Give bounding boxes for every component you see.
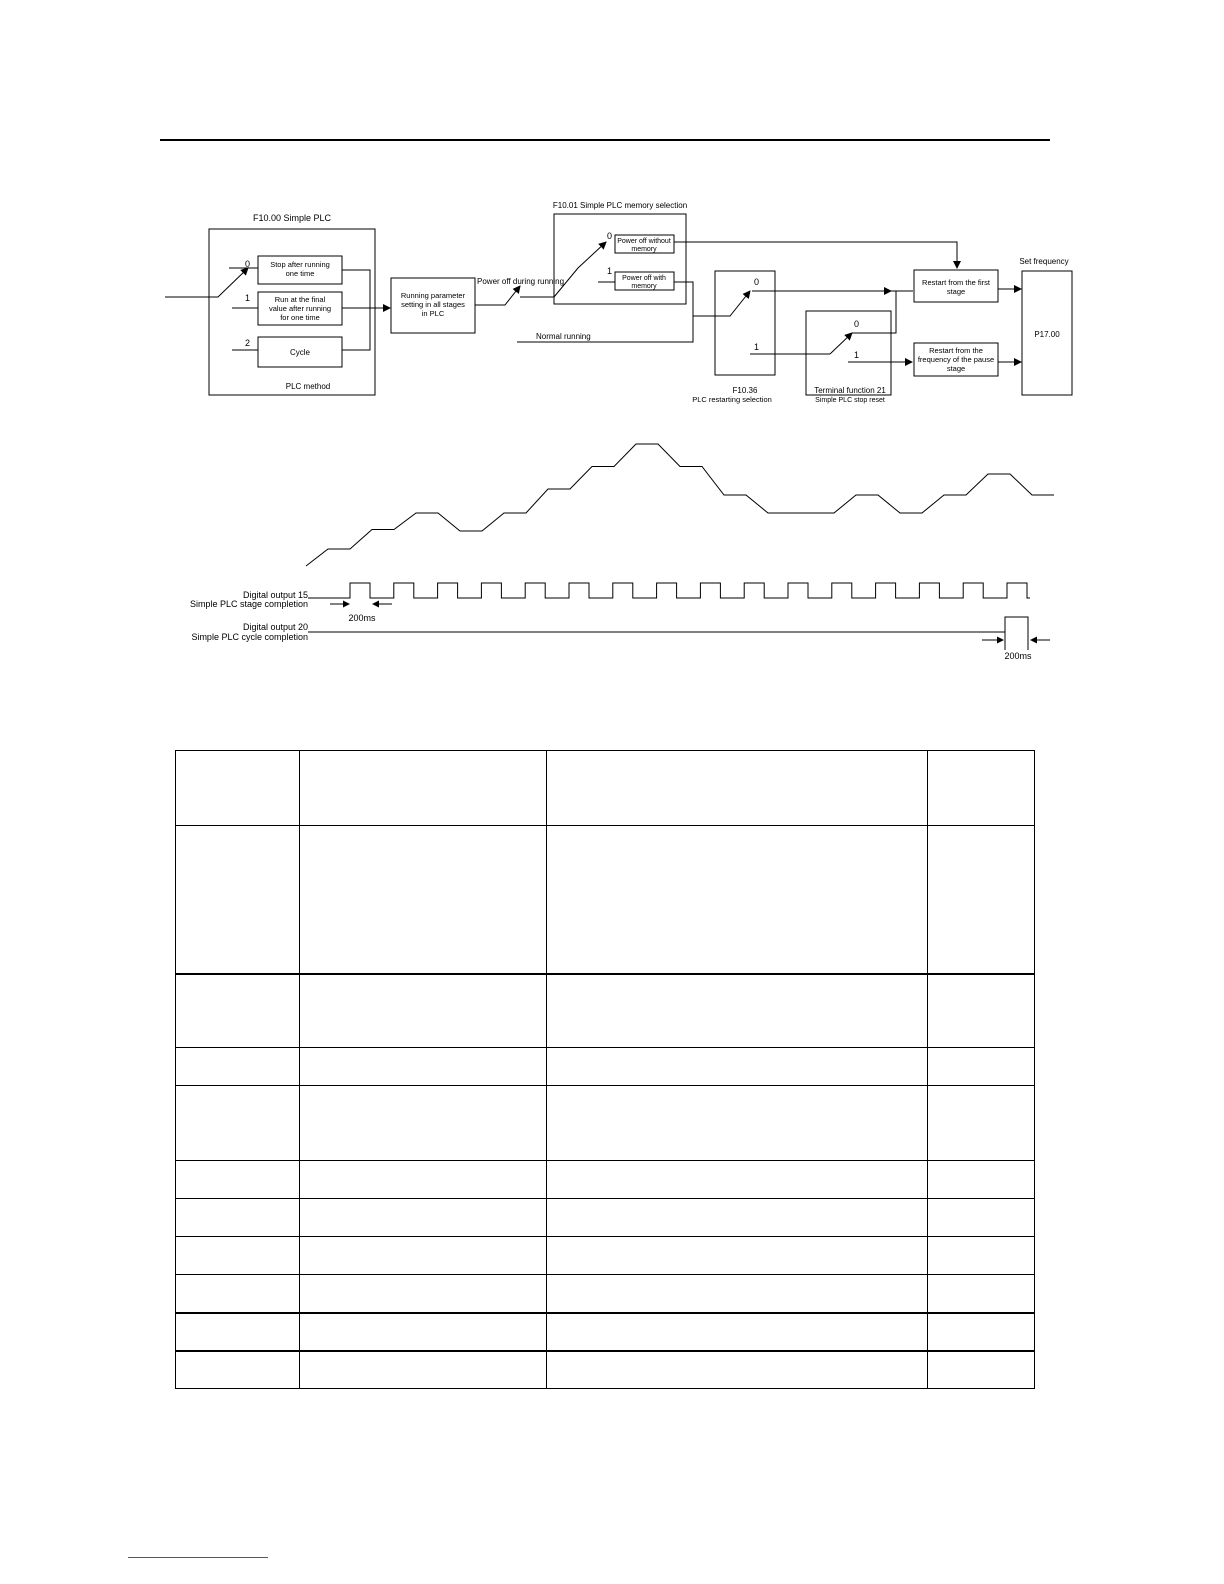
running-param-line3: in PLC: [421, 309, 445, 318]
plc-timing-diagram: [0, 440, 1224, 680]
header-cell: [300, 751, 547, 826]
table-cell: [176, 974, 300, 1048]
start-selector-index-0: 0: [754, 277, 760, 287]
table-cell: [928, 1161, 1035, 1199]
table-row: [176, 1086, 1035, 1161]
table-header-row: [176, 751, 1035, 826]
restart-first-line2: stage: [946, 287, 966, 296]
plc-box-title: F10.00 Simple PLC: [252, 213, 332, 223]
table-row: [176, 1048, 1035, 1086]
plc-option-1-index: 1: [245, 293, 251, 303]
restart-pause-line3: stage: [946, 364, 966, 373]
input-switch-line: [165, 268, 248, 297]
memory-option-0-line2: memory: [631, 246, 657, 253]
table-cell: [300, 1351, 547, 1389]
plc-option-1-line3: for one time: [280, 313, 320, 322]
table-cell: [176, 1313, 300, 1351]
output15-line2: Simple PLC stage completion: [189, 599, 308, 609]
table-cell: [928, 1048, 1035, 1086]
table-cell: [547, 1313, 928, 1351]
table-cell: [300, 1048, 547, 1086]
plc-method-label: PLC method: [285, 382, 331, 391]
digital-output-20-waveform: [308, 617, 1028, 632]
table-cell: [300, 974, 547, 1048]
start-selector-label: PLC restarting selection: [692, 395, 772, 404]
table-cell: [547, 1086, 928, 1161]
table-cell: [176, 1048, 300, 1086]
table-cell: [300, 1086, 547, 1161]
table-cell: [547, 1048, 928, 1086]
table-row: [176, 974, 1035, 1048]
table-cell: [176, 1199, 300, 1237]
table-row: [176, 1275, 1035, 1313]
footer-rule: [128, 1557, 268, 1558]
plc-block-diagram: [0, 0, 1224, 420]
table-cell: [300, 1275, 547, 1313]
table-row: [176, 1237, 1035, 1275]
table-cell: [547, 1237, 928, 1275]
table-cell: [176, 1237, 300, 1275]
table-cell: [176, 1275, 300, 1313]
table-cell: [547, 1161, 928, 1199]
normal-running-label: Normal running: [536, 332, 591, 341]
table-row: [176, 1199, 1035, 1237]
header-cell: [547, 751, 928, 826]
table-row: [176, 1351, 1035, 1389]
plc-option-1-line1: Run at the final: [274, 295, 326, 304]
table-cell: [928, 1199, 1035, 1237]
table-cell: [547, 974, 928, 1048]
table-row: [176, 1313, 1035, 1351]
terminal-index-0: 0: [854, 319, 860, 329]
output20-line2: Simple PLC cycle completion: [191, 632, 308, 642]
memory-option-0-line1: Power off without: [617, 238, 671, 245]
frequency-profile-line: [306, 444, 1054, 566]
set-frequency-code: P17.00: [1034, 330, 1060, 339]
table-cell: [928, 974, 1035, 1048]
terminal-subtitle: Simple PLC stop reset: [815, 397, 885, 404]
table-cell: [928, 826, 1035, 974]
table-cell: [300, 1199, 547, 1237]
output15-line1: Digital output 15: [242, 590, 308, 600]
memory-title: F10.01 Simple PLC memory selection: [552, 201, 688, 210]
table-cell: [300, 1161, 547, 1199]
terminal-function-box: [806, 311, 891, 395]
table-cell: [547, 1351, 928, 1389]
digital-output-15-waveform: [308, 583, 1030, 598]
table-cell: [300, 1237, 547, 1275]
table-cell: [300, 1313, 547, 1351]
start-selector-index-1: 1: [754, 342, 760, 352]
table-cell: [928, 1275, 1035, 1313]
running-param-line2: setting in all stages: [401, 300, 465, 309]
table-row: [176, 826, 1035, 974]
pulse-width-label-2: 200ms: [1004, 651, 1032, 661]
plc-option-0-line2: one time: [285, 269, 315, 278]
table-cell: [928, 1351, 1035, 1389]
table-cell: [928, 1237, 1035, 1275]
plc-option-2-line1: Cycle: [289, 348, 311, 357]
table-cell: [547, 1275, 928, 1313]
restart-first-line1: Restart from the first: [922, 278, 990, 287]
table-cell: [176, 1351, 300, 1389]
header-cell: [928, 751, 1035, 826]
table-cell: [176, 826, 300, 974]
running-param-line1: Running parameter: [400, 291, 466, 300]
power-off-switch: [475, 286, 520, 305]
plc-option-0-index: 0: [245, 259, 251, 269]
plc-option-2-index: 2: [245, 338, 251, 348]
table-cell: [176, 1086, 300, 1161]
memory-option-1-line1: Power off with: [622, 275, 666, 282]
table-cell: [547, 1199, 928, 1237]
output20-line1: Digital output 20: [242, 622, 308, 632]
memory-option-1-index: 1: [607, 266, 613, 276]
plc-option-0-line1: Stop after running: [270, 260, 330, 269]
table-cell: [176, 1161, 300, 1199]
terminal-index-1: 1: [854, 350, 860, 360]
start-selector-code: F10.36: [732, 386, 758, 395]
table-cell: [928, 1313, 1035, 1351]
start-selector-box: [715, 271, 775, 375]
table-cell: [300, 826, 547, 974]
set-frequency-label: Set frequency: [1019, 257, 1069, 266]
table-row: [176, 1161, 1035, 1199]
power-off-label: Power off during running: [477, 277, 565, 286]
pulse-width-label-1: 200ms: [348, 613, 376, 623]
restart-pause-line2: frequency of the pause: [917, 355, 995, 364]
memory-option-0-index: 0: [607, 231, 613, 241]
table-cell: [547, 826, 928, 974]
restart-pause-line1: Restart from the: [929, 346, 983, 355]
memory-option-1-line2: memory: [631, 283, 657, 290]
terminal-title: Terminal function 21: [814, 386, 886, 395]
table-cell: [928, 1086, 1035, 1161]
parameter-table: [175, 750, 1035, 1389]
plc-option-1-line2: value after running: [268, 304, 332, 313]
header-cell: [176, 751, 300, 826]
